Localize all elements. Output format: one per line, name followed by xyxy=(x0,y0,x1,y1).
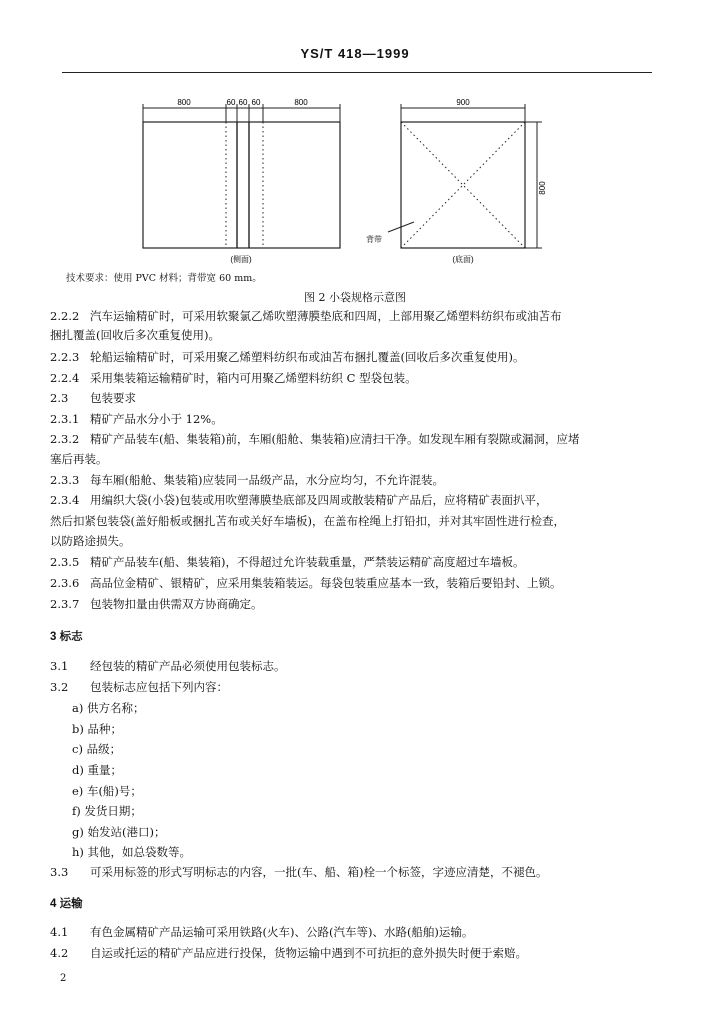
dim-right-800: 800 xyxy=(294,98,308,107)
clause-4-2: 4.2 自运或托运的精矿产品应进行投保，货物运输中遇到不可抗拒的意外损失时便于索赔。 xyxy=(50,946,527,960)
strap-label: 背带 xyxy=(366,235,382,244)
text-line: 2.3.7 包装物扣量由供需双方协商确定。 xyxy=(50,597,263,611)
list-item: e) 车(船)号； xyxy=(72,784,142,798)
page-number: 2 xyxy=(60,973,67,984)
text-line: 2.3.5 精矿产品装车(船、集装箱)，不得超过允许装载重量，严禁装运精矿高度超过车墙板。 xyxy=(50,555,525,569)
standard-code-header: YS/T 418—1999 xyxy=(300,46,410,61)
list-item: b) 品种； xyxy=(72,722,123,736)
clause-3-1: 3.1 经包装的精矿产品必须使用包装标志。 xyxy=(50,659,286,673)
figure-caption: 图 2 小袋规格示意图 xyxy=(304,291,406,304)
text-line: 以防路途损失。 xyxy=(50,534,131,548)
text-line: 塞后再装。 xyxy=(50,452,108,466)
text-line: 2.3.3 每车厢(船舱、集装箱)应装同一品级产品，水分应均匀，不允许混装。 xyxy=(50,473,444,487)
side-view-caption: (侧面) xyxy=(230,255,252,264)
bag-spec-figure xyxy=(0,0,710,290)
dim-60-a: 60 xyxy=(226,98,236,107)
list-item: a) 供方名称； xyxy=(72,701,145,715)
dim-60-b: 60 xyxy=(238,98,248,107)
text-line: 2.3 包装要求 xyxy=(50,391,136,405)
text-line: 2.3.2 精矿产品装车(船、集装箱)前，车厢(船舱、集装箱)应清扫干净。如发现车厢有裂隙或漏洞，应堵 xyxy=(50,432,580,446)
dim-top-900: 900 xyxy=(456,98,470,107)
text-line: 2.3.4 用编织大袋(小袋)包装或用吹塑薄膜垫底部及四周或散装精矿产品后，应将精矿表面扒平， xyxy=(50,493,548,507)
text-line: 2.2.2 汽车运输精矿时，可采用软聚氯乙烯吹塑薄膜垫底和四周，上部用聚乙烯塑料纺织布或油苫布 xyxy=(50,309,562,323)
section-4-heading: 4 运输 xyxy=(50,898,83,910)
bottom-view-diagram xyxy=(388,104,542,248)
dim-60-c: 60 xyxy=(251,98,261,107)
text-line: 捆扎覆盖(回收后多次重复使用)。 xyxy=(50,328,220,342)
clause-3-3: 3.3 可采用标签的形式写明标志的内容，一批(车、船、箱)栓一个标签，字迹应清楚，不褪色。 xyxy=(50,865,548,879)
clause-4-1: 4.1 有色金属精矿产品运输可采用铁路(火车)、公路(汽车等)、水路(船舶)运输。 xyxy=(50,925,474,939)
list-item: d) 重量； xyxy=(72,763,123,777)
text-line: 2.2.3 轮船运输精矿时，可采用聚乙烯塑料纺织布或油苫布捆扎覆盖(回收后多次重复使用)。 xyxy=(50,350,525,364)
dim-left-800: 800 xyxy=(177,98,191,107)
list-item: c) 品级； xyxy=(72,742,122,756)
text-line: 2.2.4 采用集装箱运输精矿时，箱内可用聚乙烯塑料纺织 C 型袋包装。 xyxy=(50,371,417,385)
text-line: 2.3.6 高品位金精矿、银精矿，应采用集装箱装运。每袋包装重应基本一致，装箱后要铅封、上锁。 xyxy=(50,576,562,590)
list-item: h) 其他，如总袋数等。 xyxy=(72,845,192,859)
technical-requirement-note: 技术要求：使用 PVC 材料；背带宽 60 mm。 xyxy=(66,273,262,284)
dim-side-800: 800 xyxy=(538,181,547,195)
side-view-diagram xyxy=(143,104,340,248)
list-item: g) 始发站(港口)； xyxy=(72,825,166,839)
section-3-heading: 3 标志 xyxy=(50,631,83,643)
bottom-view-caption: (底面) xyxy=(452,255,474,264)
list-item: f) 发货日期； xyxy=(72,804,142,818)
clause-3-2: 3.2 包装标志应包括下列内容： xyxy=(50,680,228,694)
text-line: 2.3.1 精矿产品水分小于 12%。 xyxy=(50,412,223,426)
text-line: 然后扣紧包装袋(盖好船板或捆扎苫布或关好车墙板)，在盖布栓绳上打铅扣，并对其牢固性进行检查， xyxy=(50,514,565,528)
